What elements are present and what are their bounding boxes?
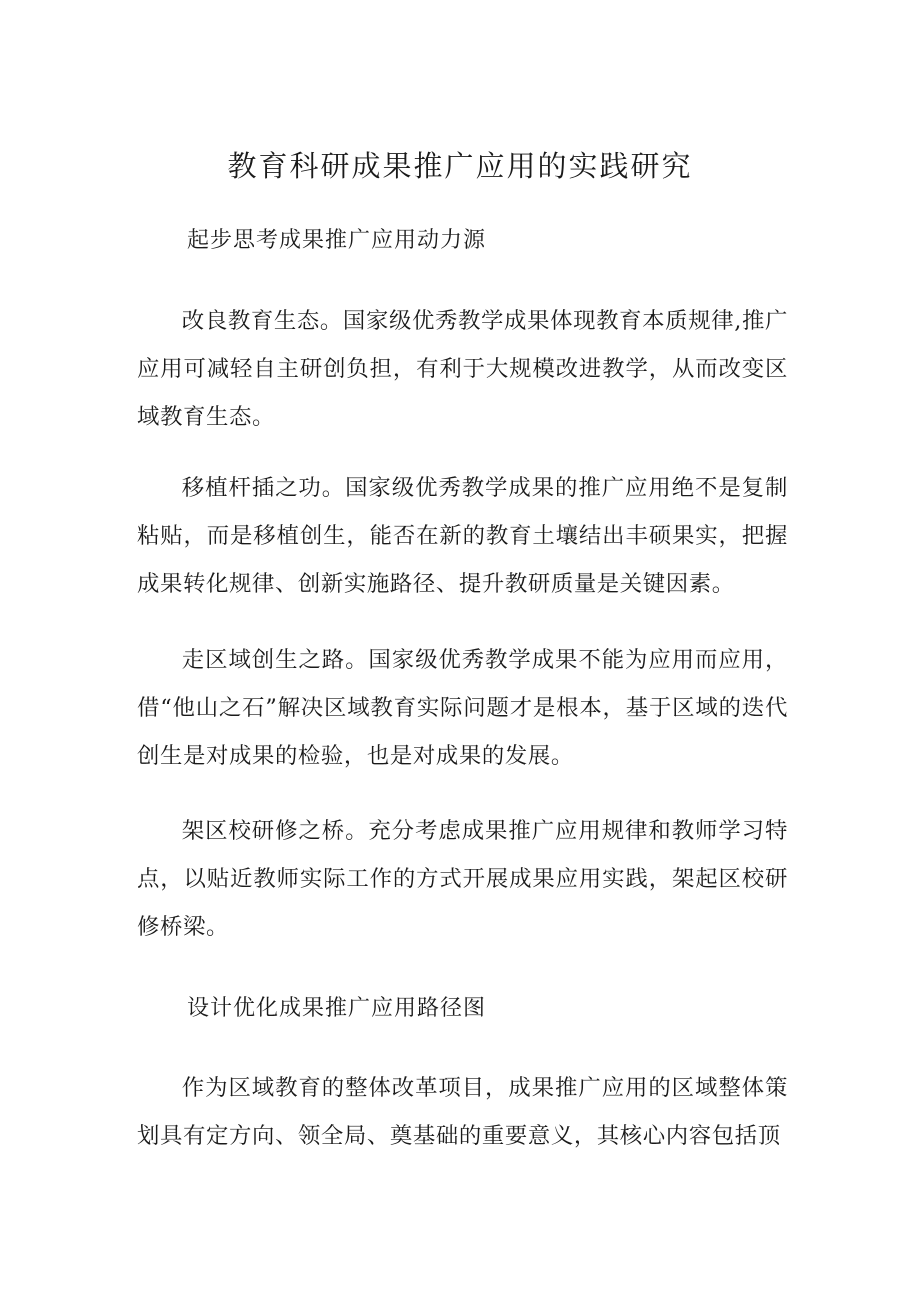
paragraph: 作为区域教育的整体改革项目，成果推广应用的区域整体策划具有定方向、领全局、奠基础的重要意义，其核心内容包括顶 bbox=[137, 1075, 788, 1149]
paragraph: 架区校研修之桥。充分考虑成果推广应用规律和教师学习特点，以贴近教师实际工作的方式开展成果应用实践，架起区校研修桥梁。 bbox=[137, 818, 788, 940]
section-heading: 设计优化成果推广应用路径图 bbox=[187, 996, 487, 1021]
paragraph: 改良教育生态。国家级优秀教学成果体现教育本质规律,推广应用可减轻自主研创负担，有利于大规模改进教学，从而改变区域教育生态。 bbox=[137, 308, 788, 430]
section-heading: 起步思考成果推广应用动力源 bbox=[187, 228, 487, 253]
paragraph: 走区域创生之路。国家级优秀教学成果不能为应用而应用，借“他山之石”解决区域教育实际问题才是根本，基于区域的迭代创生是对成果的检验，也是对成果的发展。 bbox=[137, 647, 788, 769]
document-title: 教育科研成果推广应用的实践研究 bbox=[227, 149, 693, 183]
paragraph: 移植杆插之功。国家级优秀教学成果的推广应用绝不是复制粘贴，而是移植创生，能否在新的教育土壤结出丰硕果实，把握成果转化规律、创新实施路径、提升教研质量是关键因素。 bbox=[137, 475, 788, 597]
